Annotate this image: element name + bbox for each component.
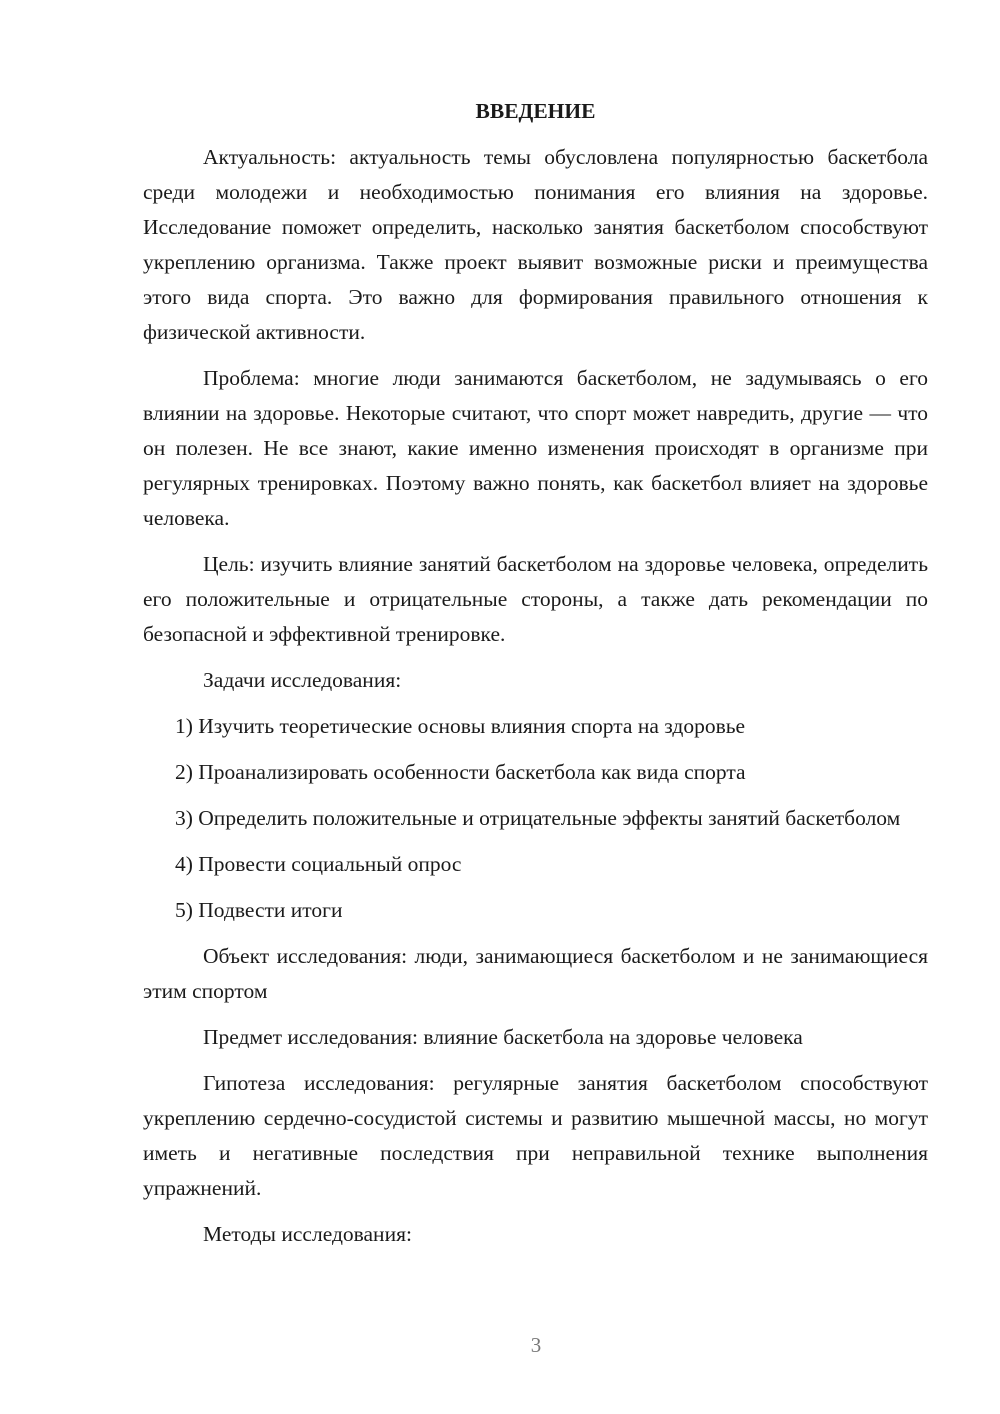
- document-page: [143, 94, 928, 1252]
- task-item-5: 5) Подвести итоги: [175, 898, 343, 922]
- task-item-4: 4) Провести социальный опрос: [175, 852, 462, 876]
- section-heading: ВВЕДЕНИЕ: [475, 99, 596, 123]
- tasks-title: Задачи исследования:: [203, 668, 402, 692]
- relevance-paragraph: Актуальность: актуальность темы обусловлена популярностью баскетбола среди молодежи и необходимостью понимания его влияния на здоровье. Исследование поможет определить, насколько занятия баскетболом способствуют укреплению организма. Также проект выявит возможные риски и преимущества этого вида спорта. Это важно для формирования правильного отношения к физической активности.: [143, 145, 928, 344]
- task-item-2: 2) Проанализировать особенности баскетбола как вида спорта: [175, 760, 746, 784]
- goal-paragraph: Цель: изучить влияние занятий баскетболом на здоровье человека, определить его положительные и отрицательные стороны, а также дать рекомендации по безопасной и эффективной тренировке.: [143, 552, 928, 646]
- hypothesis-paragraph: Гипотеза исследования: регулярные занятия баскетболом способствуют укреплению сердечно-сосудистой системы и развитию мышечной массы, но могут иметь и негативные последствия при неправильной технике выполнения упражнений.: [143, 1071, 928, 1200]
- task-item-1: 1) Изучить теоретические основы влияния спорта на здоровье: [175, 714, 746, 738]
- task-item-3: 3) Определить положительные и отрицательные эффекты занятий баскетболом: [175, 806, 901, 830]
- page-number: 3: [530, 1333, 542, 1357]
- subject-paragraph: Предмет исследования: влияние баскетбола на здоровье человека: [203, 1025, 803, 1049]
- methods-title: Методы исследования:: [203, 1222, 412, 1246]
- object-paragraph: Объект исследования: люди, занимающиеся баскетболом и не занимающиеся этим спортом: [143, 944, 928, 1003]
- problem-paragraph: Проблема: многие люди занимаются баскетболом, не задумываясь о его влиянии на здоровье. Некоторые считают, что спорт может навредить, другие — что он полезен. Не все знают, какие именно изменения происходят в организме при регулярных тренировках. Поэтому важно понять, как баскетбол влияет на здоровье человека.: [143, 366, 928, 530]
